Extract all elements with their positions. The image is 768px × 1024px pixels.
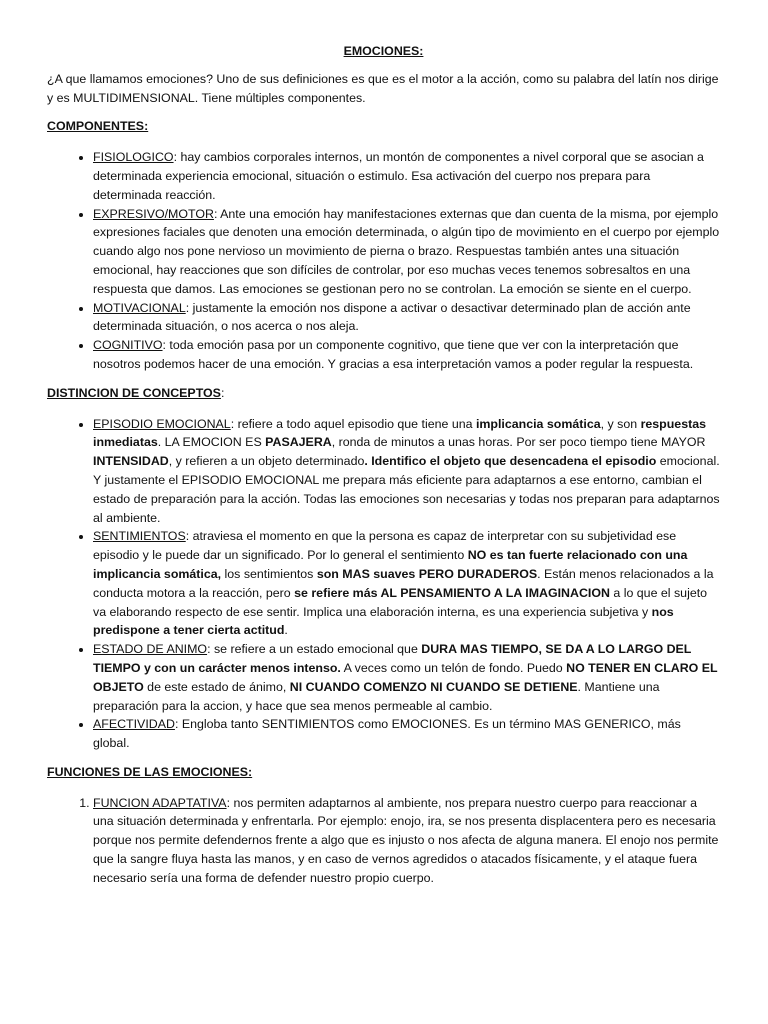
emphasis-text: DURA MAS TIEMPO, SE DA A LO LARGO DEL TIEMPO y con un carácter menos intenso.: [93, 642, 692, 675]
section-heading-concepts: [47, 384, 720, 403]
emphasis-text: NO TENER EN CLARO EL OBJETO: [93, 660, 718, 694]
item-text: : Engloba tanto SENTIMIENTOS como EMOCIONES. Es un término MAS GENERICO, más global.: [93, 717, 681, 751]
document-title: EMOCIONES:: [343, 44, 424, 58]
emphasis-text: NI CUANDO COMENZO NI CUANDO SE DETIENE: [289, 679, 578, 694]
intro-paragraph: ¿A que llamamos emociones? Uno de sus definiciones es que es el motor a la acción, como su palabra del latín nos dirige y es MULTIDIMENSIONAL. Tiene múltiples componentes.: [47, 71, 719, 105]
list-item: [93, 148, 720, 204]
list-item: [93, 527, 720, 640]
item-text: : atraviesa el momento en que la persona es capaz de interpretar con su subjetividad ese episodio y le puede dar un significado. Por lo general el sentimiento: [93, 529, 677, 563]
item-text: . LA EMOCION ES: [157, 435, 266, 450]
term-funcion-adaptativa: FUNCION ADAPTATIVA: [93, 795, 227, 810]
item-text: los sentimientos: [221, 566, 317, 581]
list-item: [93, 336, 720, 374]
item-text: : refiere a todo aquel episodio que tiene una: [230, 416, 476, 431]
item-text: , y refieren a un objeto determinado: [168, 454, 365, 469]
section-heading-components: [47, 117, 720, 136]
item-text: : Ante una emoción hay manifestaciones externas que dan cuenta de la misma, por ejemplo expresiones faciales que denoten una emoción determinada, o algún tipo de movimiento en el cuerpo por ejemplo cuando algo nos pone nervioso un movimiento de pierna o brazo. Respuestas también antes una situación emocional, hay reacciones que son difíciles de controlar, por eso muchas veces tenemos sobresaltos en una respuesta que damos. Las emociones se gestionan pero no se controlan. La emoción se siente en el cuerpo.: [93, 206, 720, 296]
list-item: [93, 640, 720, 715]
section-heading-functions: [47, 763, 720, 782]
term-episodio-emocional: EPISODIO EMOCIONAL: [93, 416, 231, 431]
item-text: : se refiere a un estado emocional que: [207, 642, 422, 657]
item-text: : hay cambios corporales internos, un montón de componentes a nivel corporal que se asocian a determinada experiencia emocional, situación o estimulo. Esa activación del cuerpo nos prepara para determinada reacción.: [93, 150, 704, 202]
list-item: [93, 794, 720, 888]
item-text: : nos permiten adaptarnos al ambiente, nos prepara nuestro cuerpo para reaccionar a una situación determinada y enfrentarla. Por ejemplo: enojo, ira, se nos presenta displacentera pero es necesaria porque nos permite defendernos frente a algo que es injusto o nos afecta de alguna manera. El enojo nos permite que la sangre fluya hasta las manos, y en caso de vernos agredidos o atacados físicamente, y el ataque fuera necesario sería una forma de defender nuestro propio cuerpo.: [93, 795, 719, 885]
item-text: . Mantiene una preparación para la accion, y hace que sea menos permeable al cambio.: [93, 679, 660, 713]
item-text: , ronda de minutos a unas horas. Por ser poco tiempo tiene MAYOR: [331, 435, 706, 450]
emphasis-text: se refiere más AL PENSAMIENTO A LA IMAGINACION: [294, 585, 610, 600]
emphasis-text: son MAS suaves PERO DURADEROS: [316, 566, 538, 581]
item-text: , y son: [600, 416, 641, 431]
concepts-heading-suffix: :: [220, 385, 225, 400]
item-text: emocional. Y justamente el EPISODIO EMOCIONAL me prepara más eficiente para adaptarnos a ese entorno, cambian el estado de preparación para la acción. Todas las emociones son necesarias y todas nos preparan para adaptarnos al ambiente.: [93, 454, 720, 525]
functions-list: [47, 794, 720, 888]
item-text: .: [284, 623, 288, 638]
term-expresivo-motor: EXPRESIVO/MOTOR: [93, 206, 214, 221]
emphasis-text: PASAJERA: [265, 435, 332, 450]
item-text: de este estado de ánimo,: [143, 679, 290, 694]
emphasis-text: respuestas inmediatas: [93, 416, 706, 450]
list-item: [93, 415, 720, 528]
term-estado-de-animo: ESTADO DE ANIMO: [93, 642, 208, 657]
emphasis-text: implicancia somática: [475, 416, 601, 431]
term-cognitivo: COGNITIVO: [93, 338, 163, 353]
item-text: . Están menos relacionados a la conducta motora a la reacción, pero: [93, 566, 714, 600]
emphasis-text: INTENSIDAD: [93, 454, 169, 469]
item-text: : justamente la emoción nos dispone a activar o desactivar determinado plan de acción ante determinada situación, o nos acerca o nos aleja.: [93, 300, 691, 334]
concepts-heading-text: DISTINCION DE CONCEPTOS: [47, 385, 221, 400]
item-text: a lo que el sujeto va elaborando respecto de ese sentir. Implica una elaboración interna, es una experiencia subjetiva y: [93, 585, 708, 619]
emphasis-text: nos predispone a tener cierta actitud: [93, 604, 674, 638]
term-afectividad: AFECTIVIDAD: [93, 717, 175, 732]
concepts-list: [47, 415, 720, 753]
emphasis-text: . Identifico el objeto que desencadena el episodio: [364, 454, 657, 469]
term-sentimientos: SENTIMIENTOS: [93, 529, 186, 544]
item-text: A veces como un telón de fondo. Puedo: [340, 660, 567, 675]
functions-heading-text: FUNCIONES DE LAS EMOCIONES:: [47, 764, 253, 779]
emphasis-text: NO es tan fuerte relacionado con una implicancia somática,: [93, 548, 688, 581]
term-motivacional: MOTIVACIONAL: [93, 300, 186, 315]
list-item: [93, 715, 720, 753]
components-heading-text: COMPONENTES:: [47, 119, 149, 134]
item-text: : toda emoción pasa por un componente cognitivo, que tiene que ver con la interpretación que nosotros podemos hacer de una emoción. Y gracias a esa interpretación vamos a poder regular la respuesta.: [93, 338, 694, 371]
list-item: [93, 205, 720, 299]
components-list: [47, 148, 720, 374]
list-item: [93, 299, 720, 337]
term-fisiologico: FISIOLOGICO: [93, 150, 174, 165]
